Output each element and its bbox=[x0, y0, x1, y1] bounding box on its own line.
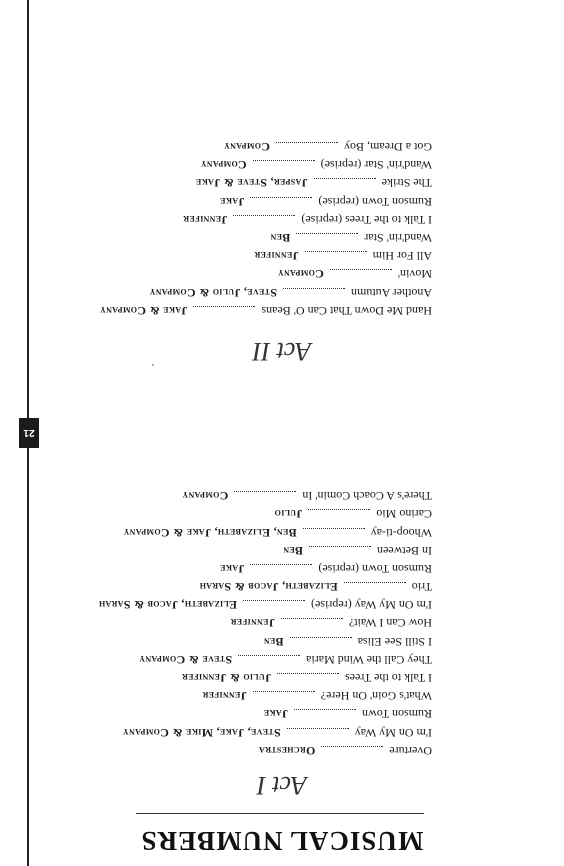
musical-number-row bbox=[92, 175, 432, 193]
performers: Ben bbox=[270, 231, 291, 246]
musical-number-row bbox=[92, 560, 432, 578]
act1-numbers-list bbox=[92, 487, 432, 760]
song-title: Another Autumn bbox=[351, 285, 432, 300]
performers: Orchestra bbox=[258, 743, 316, 758]
musical-number-row bbox=[92, 742, 432, 760]
song-title: Overture bbox=[389, 743, 432, 758]
song-title: I'm On My Way (reprise) bbox=[311, 598, 432, 613]
song-title: Rumson Town bbox=[362, 707, 432, 722]
dot-leader bbox=[283, 288, 345, 290]
page-number: 21 bbox=[19, 418, 39, 448]
musical-number-row bbox=[92, 724, 432, 742]
musical-number-row bbox=[92, 138, 432, 156]
performers: Jasper, Steve & Jake bbox=[195, 176, 308, 191]
song-title: In Between bbox=[377, 543, 432, 558]
musical-number-row bbox=[92, 687, 432, 705]
musical-number-row bbox=[92, 265, 432, 283]
performers: Elizabeth, Jacob & Sarah bbox=[98, 598, 238, 613]
musical-number-row bbox=[92, 211, 432, 229]
musical-number-row bbox=[92, 284, 432, 302]
dot-leader bbox=[309, 546, 371, 548]
musical-number-row bbox=[92, 615, 432, 633]
song-title: I Talk to the Trees bbox=[345, 671, 432, 686]
musical-number-row bbox=[92, 705, 432, 723]
dot-leader bbox=[276, 142, 338, 144]
dot-leader bbox=[234, 491, 296, 493]
performers: Jake bbox=[263, 707, 289, 722]
musical-number-row bbox=[92, 487, 432, 505]
dot-leader bbox=[238, 655, 300, 657]
performers: Company bbox=[223, 140, 271, 155]
performers: Ben bbox=[263, 634, 284, 649]
song-title: All For Him bbox=[372, 249, 432, 264]
page-title: MUSICAL NUMBERS bbox=[140, 826, 424, 856]
performers: Jake bbox=[219, 561, 245, 576]
dot-leader bbox=[294, 709, 356, 711]
dot-leader bbox=[344, 582, 406, 584]
dot-leader bbox=[305, 251, 367, 253]
dot-leader bbox=[314, 179, 376, 181]
song-title: I Still See Elisa bbox=[357, 634, 432, 649]
musical-number-row bbox=[92, 505, 432, 523]
dot-leader bbox=[250, 564, 312, 566]
song-title: What's Goin' On Here? bbox=[320, 689, 432, 704]
dot-leader bbox=[253, 691, 315, 693]
song-title: Wand'rin' Star (reprise) bbox=[320, 158, 432, 173]
performers: Steve, Julio & Company bbox=[149, 285, 277, 300]
song-title: Rumson Town (reprise) bbox=[318, 561, 432, 576]
musical-number-row bbox=[92, 542, 432, 560]
paper-speck bbox=[152, 364, 154, 366]
dot-leader bbox=[233, 215, 295, 217]
performers: Julio bbox=[274, 507, 303, 522]
musical-number-row bbox=[92, 578, 432, 596]
dot-leader bbox=[296, 233, 358, 235]
song-title: There's A Coach Comin' In bbox=[302, 489, 432, 504]
song-title: They Call the Wind Maria bbox=[306, 652, 432, 667]
dot-leader bbox=[303, 528, 365, 530]
song-title: I'm On My Way bbox=[354, 725, 432, 740]
dot-leader bbox=[193, 306, 255, 308]
dot-leader bbox=[243, 600, 305, 602]
song-title: Rumson Town (reprise) bbox=[318, 194, 432, 209]
musical-number-row bbox=[92, 193, 432, 211]
performers: Jake & Company bbox=[99, 303, 188, 318]
dot-leader bbox=[287, 728, 349, 730]
dot-leader bbox=[253, 160, 315, 162]
dot-leader bbox=[290, 637, 352, 639]
performers: Jennifer bbox=[254, 249, 299, 264]
musical-number-row bbox=[92, 229, 432, 247]
musical-number-row bbox=[92, 302, 432, 320]
song-title: The Strike bbox=[381, 176, 432, 191]
dot-leader bbox=[277, 673, 339, 675]
title-underline bbox=[136, 813, 424, 814]
musical-number-row bbox=[92, 633, 432, 651]
performers: Elizabeth, Jacob & Sarah bbox=[199, 580, 338, 595]
song-title: How Can I Wait? bbox=[348, 616, 432, 631]
performers: Company bbox=[200, 158, 247, 173]
act2-numbers-list bbox=[92, 138, 432, 320]
musical-number-row bbox=[92, 156, 432, 174]
song-title: Got a Dream, Boy bbox=[344, 140, 432, 155]
musical-number-row bbox=[92, 524, 432, 542]
performers: Steve & Company bbox=[139, 652, 233, 667]
performers: Company bbox=[277, 267, 324, 282]
song-title: I Talk to the Trees (reprise) bbox=[301, 212, 432, 227]
performers: Company bbox=[182, 489, 229, 504]
song-title: Whoop-ti-ay bbox=[370, 525, 432, 540]
dot-leader bbox=[250, 197, 312, 199]
performers: Jake bbox=[219, 194, 245, 209]
performers: Ben bbox=[282, 543, 304, 558]
song-title: Movin' bbox=[397, 267, 432, 282]
performers: Ben, Elizabeth, Jake & Company bbox=[123, 525, 297, 540]
musical-number-row bbox=[92, 651, 432, 669]
dot-leader bbox=[281, 619, 343, 621]
act2-heading: Act II bbox=[252, 337, 312, 366]
dot-leader bbox=[308, 509, 370, 511]
song-title: Trio bbox=[411, 580, 432, 595]
dot-leader bbox=[321, 746, 383, 748]
act1-heading: Act I bbox=[257, 771, 307, 800]
musical-number-row bbox=[92, 596, 432, 614]
performers: Jennifer bbox=[230, 616, 275, 631]
performers: Jennifer bbox=[202, 689, 247, 704]
musical-number-row bbox=[92, 669, 432, 687]
musical-number-row bbox=[92, 247, 432, 265]
performers: Jennifer bbox=[183, 212, 228, 227]
song-title: Carino Mio bbox=[376, 507, 432, 522]
dot-leader bbox=[330, 269, 392, 271]
performers: Steve, Jake, Mike & Company bbox=[122, 725, 281, 740]
performers: Julio & Jennifer bbox=[181, 671, 272, 686]
song-title: Wand'rin' Star bbox=[364, 231, 432, 246]
song-title: Hand Me Down That Can O' Beans bbox=[261, 303, 432, 318]
